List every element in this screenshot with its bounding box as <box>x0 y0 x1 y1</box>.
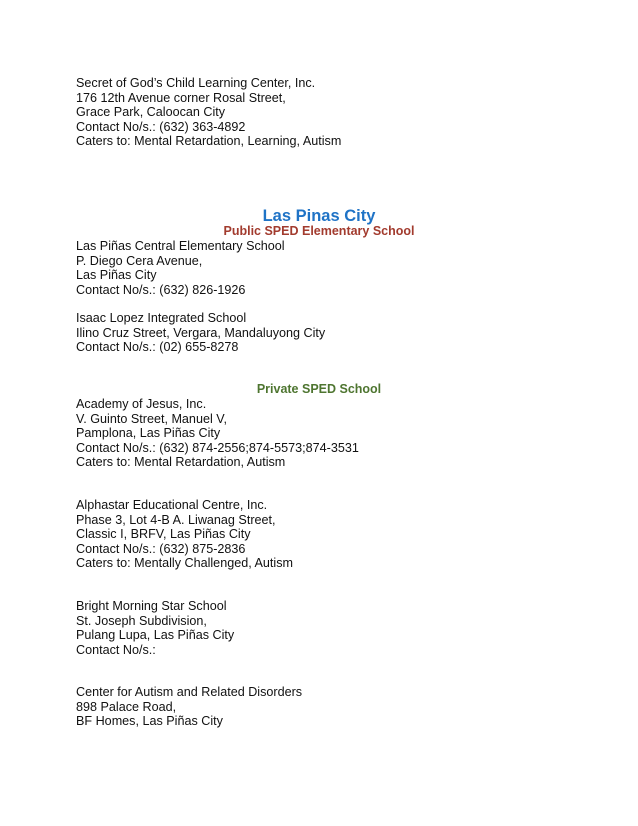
school-entry-center-for-autism <box>76 685 596 729</box>
public-sped-heading: Public SPED Elementary School <box>223 224 415 238</box>
school-entry-alphastar <box>76 498 596 571</box>
address-line: Pamplona, Las Piñas City <box>76 426 221 441</box>
address-line: BF Homes, Las Piñas City <box>76 714 223 729</box>
city-heading: Las Pinas City <box>262 207 376 225</box>
address-line: P. Diego Cera Avenue, <box>76 253 203 268</box>
address-line: Phase 3, Lot 4-B A. Liwanag Street, <box>76 512 276 527</box>
school-name: Center for Autism and Related Disorders <box>76 685 303 699</box>
address-line: V. Guinto Street, Manuel V, <box>76 411 227 426</box>
school-entry-isaac-lopez <box>76 311 596 355</box>
address-line: 176 12th Avenue corner Rosal Street, <box>76 90 286 105</box>
contact-line: Contact No/s.: (02) 655-8278 <box>76 340 239 355</box>
address-line: Classic I, BRFV, Las Piñas City <box>76 527 251 542</box>
contact-line: Contact No/s.: <box>76 642 156 657</box>
address-line: St. Joseph Subdivision, <box>76 613 207 628</box>
address-line: 898 Palace Road, <box>76 699 177 714</box>
school-name: Las Piñas Central Elementary School <box>76 239 285 253</box>
school-entry-bright-morning-star <box>76 599 596 657</box>
school-entry-academy-of-jesus <box>76 397 596 470</box>
school-name: Academy of Jesus, Inc. <box>76 397 207 411</box>
school-name: Isaac Lopez Integrated School <box>76 311 247 325</box>
school-name: Secret of God’s Child Learning Center, Inc. <box>76 76 316 90</box>
caters-line: Caters to: Mental Retardation, Learning, Autism <box>76 134 342 149</box>
address-line: Grace Park, Caloocan City <box>76 105 226 120</box>
school-entry-secret-of-gods-child <box>76 76 596 149</box>
caters-line: Caters to: Mental Retardation, Autism <box>76 455 286 470</box>
address-line: Las Piñas City <box>76 268 157 283</box>
contact-line: Contact No/s.: (632) 363-4892 <box>76 119 246 134</box>
school-name: Alphastar Educational Centre, Inc. <box>76 498 268 512</box>
school-name: Bright Morning Star School <box>76 599 227 613</box>
school-entry-las-pinas-central <box>76 239 596 297</box>
contact-line: Contact No/s.: (632) 826-1926 <box>76 282 246 297</box>
contact-line: Contact No/s.: (632) 875-2836 <box>76 541 246 556</box>
address-line: Ilino Cruz Street, Vergara, Mandaluyong City <box>76 325 326 340</box>
contact-line: Contact No/s.: (632) 874-2556;874-5573;874-3531 <box>76 440 359 455</box>
address-line: Pulang Lupa, Las Piñas City <box>76 628 235 643</box>
caters-line: Caters to: Mentally Challenged, Autism <box>76 556 293 571</box>
private-sped-heading: Private SPED School <box>256 382 382 396</box>
